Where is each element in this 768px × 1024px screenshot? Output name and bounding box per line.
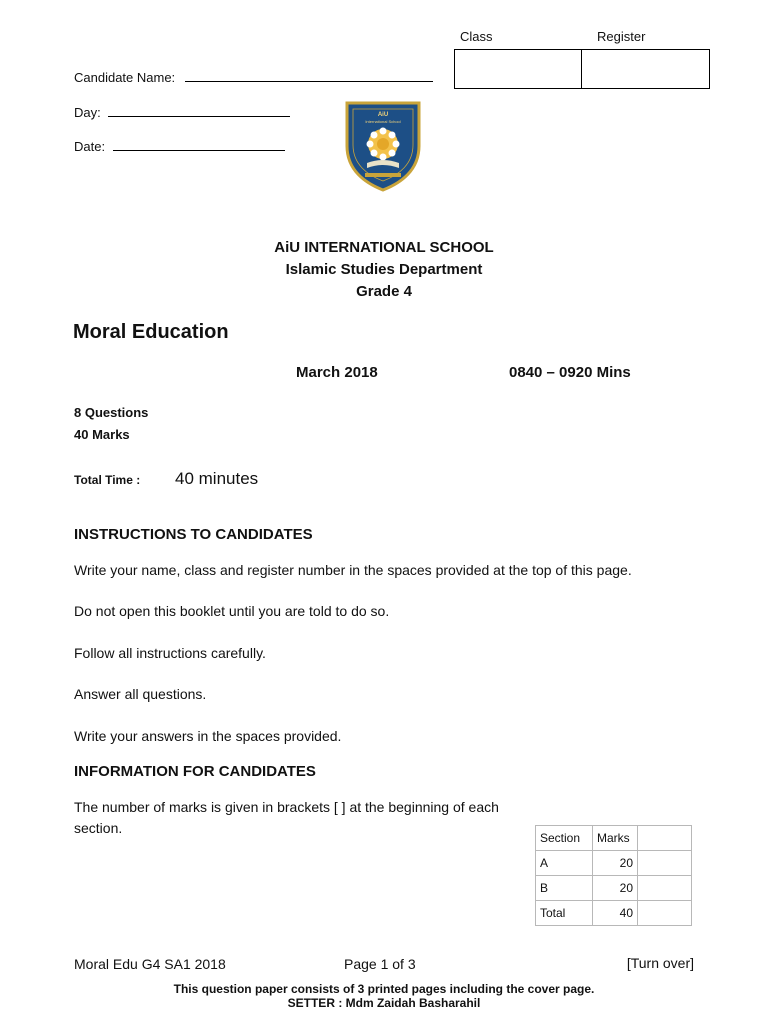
crest-text-school: International School — [365, 119, 401, 124]
date-label: Date: — [74, 139, 106, 154]
subject-title: Moral Education — [73, 321, 229, 343]
instruction-item: Follow all instructions carefully. — [74, 645, 266, 661]
instruction-item: Answer all questions. — [74, 686, 207, 702]
total-marks: 40 Marks — [74, 427, 130, 442]
footer-setter: SETTER : Mdm Zaidah Basharahil — [287, 996, 481, 1010]
footer-left: Moral Edu G4 SA1 2018 — [74, 956, 226, 972]
candidate-name-line — [185, 69, 433, 82]
table-cell[interactable] — [638, 851, 692, 876]
information-text: The number of marks is given in brackets [ ] at the beginning of each section. — [74, 799, 499, 836]
table-header-cell: Section — [536, 826, 593, 851]
class-box[interactable] — [454, 49, 582, 89]
table-header-cell: Marks — [593, 826, 638, 851]
department-name: Islamic Studies Department — [285, 261, 483, 278]
date-line — [113, 138, 285, 151]
register-box[interactable] — [581, 49, 710, 89]
table-cell: B — [536, 876, 593, 901]
total-time-value: 40 minutes — [175, 469, 259, 488]
table-cell: Total — [536, 901, 593, 926]
information-heading: INFORMATION FOR CANDIDATES — [74, 763, 316, 780]
day-label: Day: — [74, 105, 101, 120]
table-cell[interactable] — [638, 901, 692, 926]
grade-label: Grade 4 — [356, 283, 412, 300]
date-field[interactable] — [74, 138, 285, 154]
table-cell: 40 — [593, 901, 638, 926]
table-row — [536, 851, 692, 876]
table-row — [536, 901, 692, 926]
footer-note: This question paper consists of 3 printed pages including the cover page. — [173, 982, 595, 996]
table-cell[interactable] — [638, 876, 692, 901]
day-line — [108, 104, 290, 117]
register-label: Register — [597, 29, 646, 44]
instructions-heading: INSTRUCTIONS TO CANDIDATES — [74, 526, 313, 543]
school-crest-logo — [343, 100, 423, 192]
table-row — [536, 876, 692, 901]
table-cell: 20 — [593, 851, 638, 876]
crest-text-aiu: AiU — [377, 112, 389, 118]
exam-time: 0840 – 0920 Mins — [509, 364, 631, 381]
table-header-cell — [638, 826, 692, 851]
instruction-item: Write your name, class and register number in the spaces provided at the top of this page. — [74, 562, 632, 578]
candidate-name-label: Candidate Name: — [74, 70, 176, 85]
exam-date: March 2018 — [296, 364, 378, 381]
day-field[interactable] — [74, 104, 290, 120]
question-count: 8 Questions — [74, 405, 149, 420]
candidate-name-field[interactable] — [74, 69, 433, 85]
table-cell: A — [536, 851, 593, 876]
school-name: AiU INTERNATIONAL SCHOOL — [274, 239, 494, 256]
class-label: Class — [460, 29, 493, 44]
instruction-item: Do not open this booklet until you are told to do so. — [74, 603, 390, 619]
instruction-item: Write your answers in the spaces provided. — [74, 728, 342, 744]
marks-table — [535, 825, 692, 926]
footer-turn-over: [Turn over] — [626, 955, 694, 971]
table-cell: 20 — [593, 876, 638, 901]
table-header-row — [536, 826, 692, 851]
footer-page-number: Page 1 of 3 — [344, 956, 416, 972]
total-time-label: Total Time : — [74, 473, 141, 487]
